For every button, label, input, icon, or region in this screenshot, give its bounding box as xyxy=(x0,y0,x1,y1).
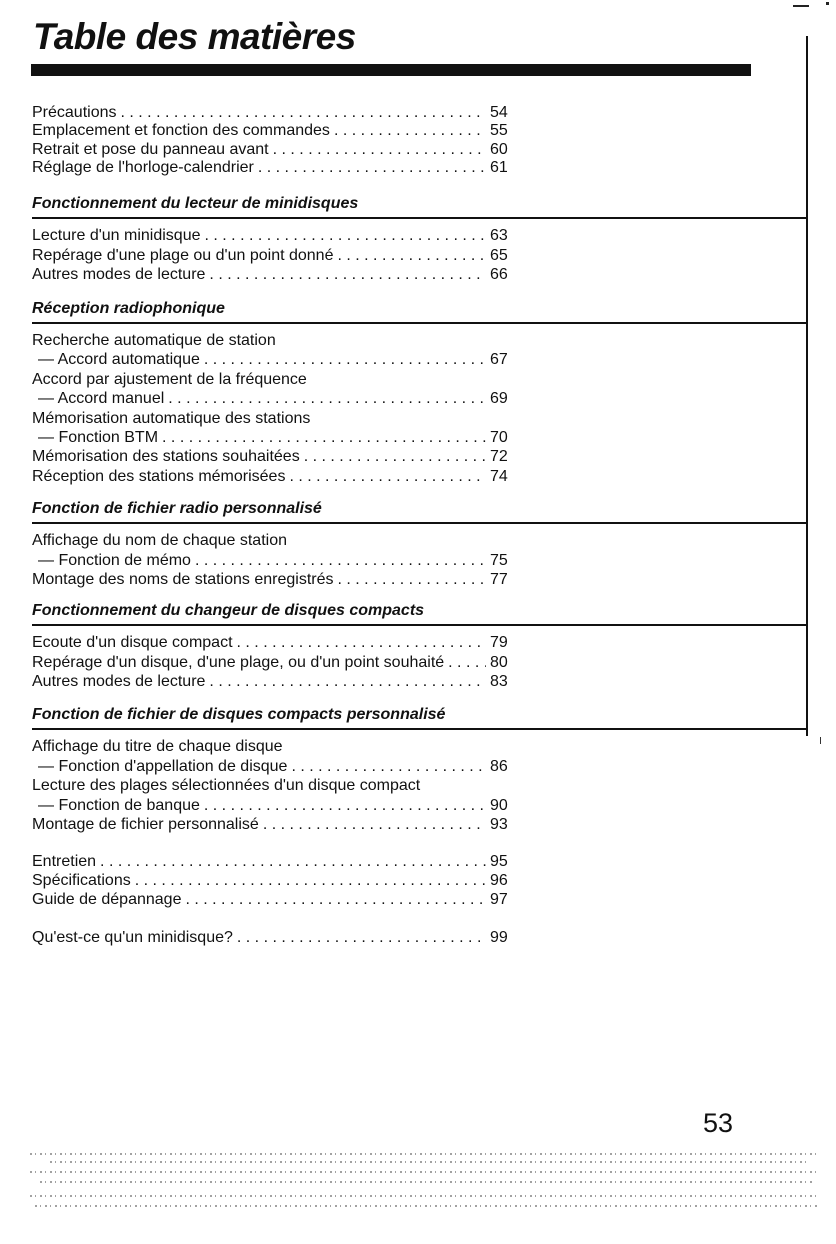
dot-leader xyxy=(337,247,486,265)
toc-entry xyxy=(32,654,512,672)
toc-entry-label: — Fonction de mémo xyxy=(38,551,191,569)
toc-entry-page: 75 xyxy=(490,551,508,569)
dot-leader xyxy=(263,816,486,834)
toc-entry xyxy=(32,673,512,691)
toc-entry-page: 54 xyxy=(490,104,508,121)
section-rule xyxy=(32,728,808,730)
toc-entry xyxy=(32,429,512,447)
dot-leader xyxy=(304,448,486,466)
section-heading: Fonctionnement du lecteur de minidisques xyxy=(32,195,359,212)
toc-entry-page: 65 xyxy=(490,246,508,264)
section-heading: Fonction de fichier de disques compacts personnalisé xyxy=(32,706,446,723)
toc-entry-label: Repérage d'un disque, d'une plage, ou d'un point souhaité xyxy=(32,653,445,671)
toc-entry-label: Affichage du nom de chaque station xyxy=(32,532,287,549)
toc-entry-page: 95 xyxy=(490,853,508,870)
toc-entry xyxy=(32,552,512,570)
toc-entry-label: Emplacement et fonction des commandes xyxy=(32,122,330,140)
page-number: 53 xyxy=(703,1108,734,1138)
toc-entry-page: 60 xyxy=(490,140,508,158)
toc-entry xyxy=(32,332,512,350)
toc-entry xyxy=(32,929,512,947)
toc-entry xyxy=(32,891,512,909)
toc-entry-page: 93 xyxy=(490,816,508,833)
toc-entry-label: Accord par ajustement de la fréquence xyxy=(32,370,307,388)
toc-entry-label: Lecture d'un minidisque xyxy=(32,227,201,244)
toc-entry xyxy=(32,777,512,795)
toc-entry-page: 99 xyxy=(490,929,508,946)
toc-entry xyxy=(32,266,512,284)
toc-entry-label: Autres modes de lecture xyxy=(32,673,206,690)
toc-entry-label: Mémorisation automatique des stations xyxy=(32,409,311,427)
toc-entry xyxy=(32,634,512,652)
toc-entry-label: Ecoute d'un disque compact xyxy=(32,634,233,651)
dot-leader xyxy=(258,159,486,177)
toc-entry xyxy=(32,371,512,389)
dot-leader xyxy=(291,758,486,776)
toc-entry-page: 74 xyxy=(490,467,508,485)
toc-entry-page: 63 xyxy=(490,227,508,244)
dot-leader xyxy=(205,227,487,245)
toc-entry-page: 86 xyxy=(490,757,508,775)
section-rule xyxy=(32,322,808,324)
toc-entry-page: 61 xyxy=(490,159,508,177)
toc-entry-label: Lecture des plages sélectionnées d'un disque compact xyxy=(32,777,421,794)
toc-entry-page: 83 xyxy=(490,673,508,690)
toc-entry xyxy=(32,532,512,550)
toc-entry-page: 96 xyxy=(490,872,508,889)
toc-entry-label: — Accord automatique xyxy=(38,351,200,369)
toc-entry-label: Précautions xyxy=(32,104,117,121)
section-heading: Fonctionnement du changeur de disques compacts xyxy=(32,602,425,619)
toc-entry-label: Mémorisation des stations souhaitées xyxy=(32,448,300,466)
scan-noise xyxy=(30,1148,820,1218)
toc-entry xyxy=(32,853,512,871)
toc-entry xyxy=(32,872,512,890)
toc-entry xyxy=(32,758,512,776)
toc-entry xyxy=(32,468,512,486)
toc-entry-page: 80 xyxy=(490,653,508,671)
toc-entry xyxy=(32,738,512,756)
dot-leader xyxy=(135,872,486,890)
toc-entry xyxy=(32,159,512,177)
toc-entry-label: — Accord manuel xyxy=(38,390,165,408)
toc-entry-label: — Fonction de banque xyxy=(38,796,200,814)
dot-leader xyxy=(162,429,486,447)
toc-entry xyxy=(32,816,512,834)
toc-entry-label: Entretien xyxy=(32,853,97,870)
toc-entry-page: 69 xyxy=(490,390,508,408)
dot-leader xyxy=(237,634,486,652)
toc-entry-page: 79 xyxy=(490,634,508,651)
dot-leader xyxy=(185,891,486,909)
toc-entry xyxy=(32,390,512,408)
section-rule xyxy=(32,522,808,524)
toc-entry-label: Affichage du titre de chaque disque xyxy=(32,738,283,755)
toc-entry xyxy=(32,448,512,466)
margin-tick xyxy=(820,737,821,744)
dot-leader xyxy=(273,141,486,159)
toc-entry-label: — Fonction d'appellation de disque xyxy=(38,757,288,775)
toc-entry xyxy=(32,410,512,428)
dot-leader xyxy=(204,797,486,815)
toc-entry-label: Montage de fichier personnalisé xyxy=(32,816,259,833)
toc-entry xyxy=(32,122,512,140)
dot-leader xyxy=(204,351,486,369)
toc-entry-label: Réglage de l'horloge-calendrier xyxy=(32,159,254,177)
toc-entry-label: Guide de dépannage xyxy=(32,891,182,908)
toc-entry-label: — Fonction BTM xyxy=(38,429,159,446)
toc-entry-page: 66 xyxy=(490,266,508,283)
toc-entry xyxy=(32,351,512,369)
toc-entry xyxy=(32,141,512,159)
toc-entry-page: 55 xyxy=(490,122,508,140)
toc-entry-label: Qu'est-ce qu'un minidisque? xyxy=(32,929,233,946)
dot-leader xyxy=(168,390,486,408)
section-heading: Réception radiophonique xyxy=(32,300,225,317)
dot-leader xyxy=(338,571,487,589)
dot-leader xyxy=(121,104,487,122)
corner-mark xyxy=(793,5,809,7)
dot-leader xyxy=(209,673,486,691)
toc-entry xyxy=(32,571,512,589)
toc-entry-page: 90 xyxy=(490,796,508,814)
toc-entry-label: Repérage d'une plage ou d'un point donné xyxy=(32,246,334,264)
toc-entry-page: 77 xyxy=(490,571,508,588)
toc-entry-label: Autres modes de lecture xyxy=(32,266,206,283)
toc-entry-page: 67 xyxy=(490,351,508,369)
toc-entry-label: Réception des stations mémorisées xyxy=(32,467,286,485)
toc-entry-page: 70 xyxy=(490,429,508,446)
dot-leader xyxy=(195,552,486,570)
right-margin-rule xyxy=(806,36,808,736)
dot-leader xyxy=(334,122,486,140)
toc-entry-label: Spécifications xyxy=(32,872,131,889)
dot-leader xyxy=(289,468,486,486)
section-heading: Fonction de fichier radio personnalisé xyxy=(32,500,322,517)
toc-entry xyxy=(32,227,512,245)
toc-entry xyxy=(32,247,512,265)
dot-leader xyxy=(448,654,486,672)
dot-leader xyxy=(209,266,486,284)
section-rule xyxy=(32,624,808,626)
section-rule xyxy=(32,217,808,219)
toc-entry-label: Retrait et pose du panneau avant xyxy=(32,140,269,158)
toc-entry-page: 72 xyxy=(490,448,508,466)
dot-leader xyxy=(100,853,486,871)
page-title: Table des matières xyxy=(33,16,356,57)
corner-dot xyxy=(826,2,829,5)
toc-entry-page: 97 xyxy=(490,891,508,908)
toc-entry-label: Montage des noms de stations enregistrés xyxy=(32,571,334,588)
toc-entry xyxy=(32,104,512,122)
title-underline-bar xyxy=(31,64,751,76)
toc-entry-label: Recherche automatique de station xyxy=(32,332,276,349)
toc-entry xyxy=(32,797,512,815)
dot-leader xyxy=(237,929,486,947)
